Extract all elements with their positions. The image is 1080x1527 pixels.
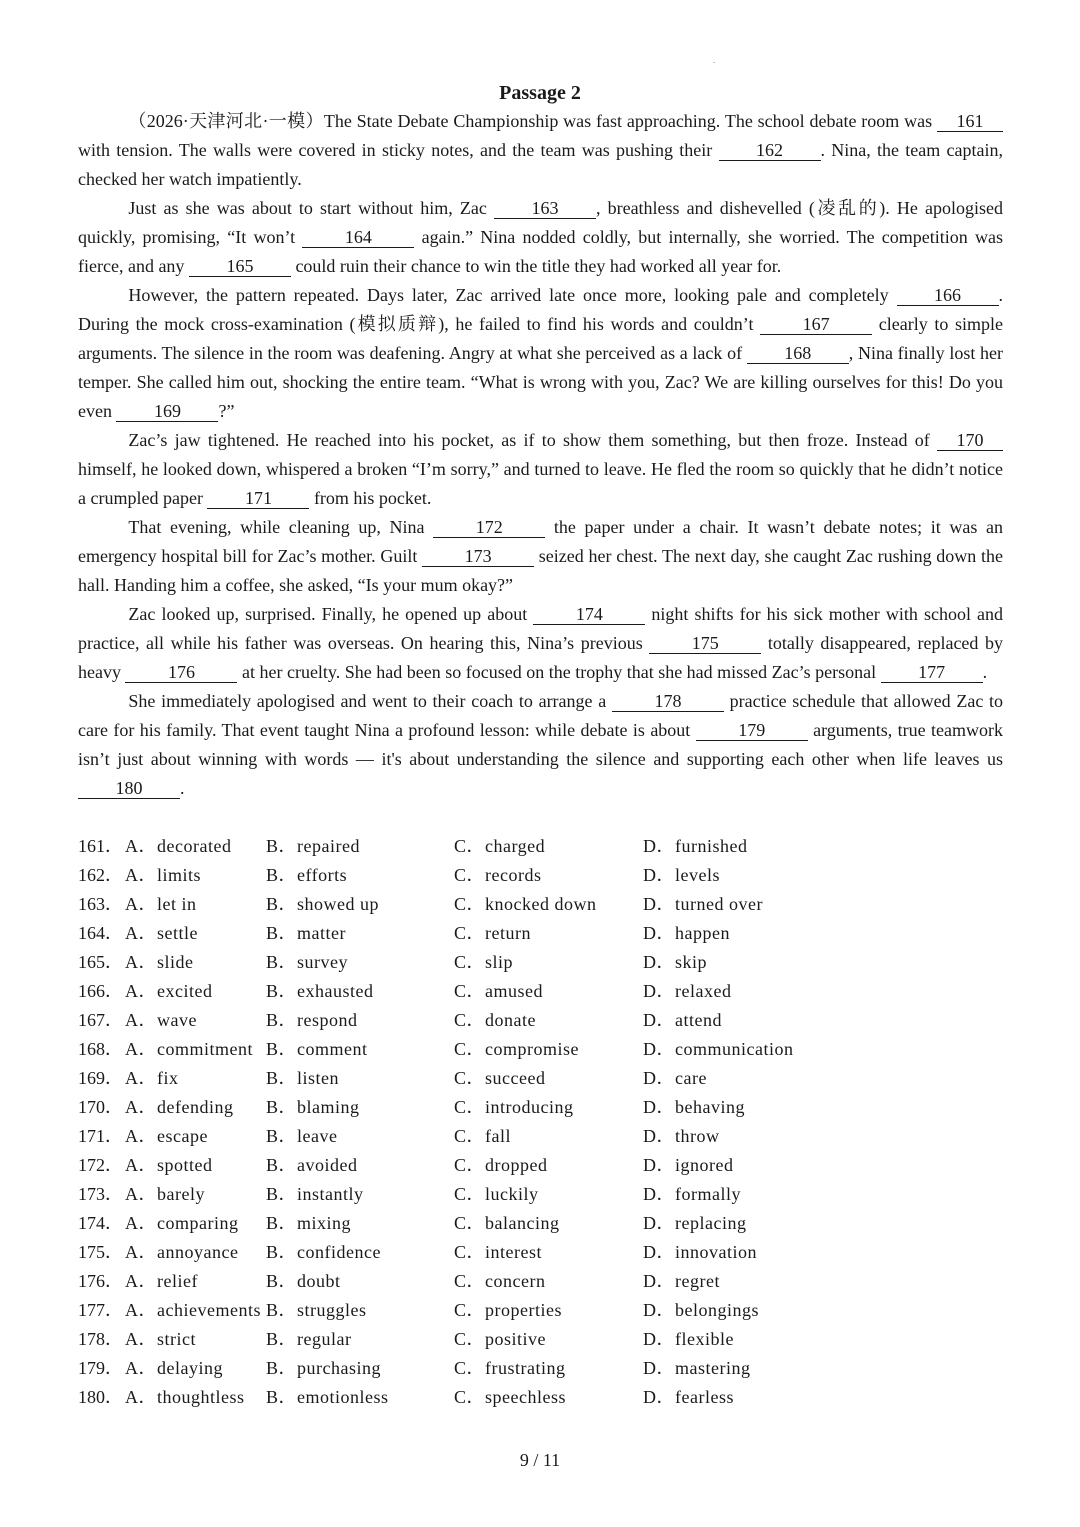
option-c: C．knocked down bbox=[454, 894, 597, 914]
question-number: 172． bbox=[78, 1155, 123, 1175]
option-row-180 bbox=[78, 1383, 1003, 1412]
option-d: D．regret bbox=[643, 1271, 720, 1291]
blank-162: 162 bbox=[719, 140, 821, 161]
blank-180: 180 bbox=[78, 778, 180, 799]
option-c: C．return bbox=[454, 923, 531, 943]
option-b: B．purchasing bbox=[266, 1358, 381, 1378]
option-row-171 bbox=[78, 1122, 1003, 1151]
text-run: arguments, true teamwork isn’t just about winning with words — it's about understanding the silence and supporting each other when life leaves us bbox=[78, 720, 1003, 769]
option-d: D．behaving bbox=[643, 1097, 745, 1117]
option-c: C．charged bbox=[454, 836, 546, 856]
header-mark: . bbox=[713, 56, 715, 65]
text-run: Zac’s jaw tightened. He reached into his pocket, as if to show them something, but then froze. Instead of bbox=[128, 430, 937, 450]
text-run: , breathless and dishevelled (凌乱的). He apologised quickly, promising, “It won’t bbox=[78, 198, 1003, 247]
passage-title: Passage 2 bbox=[499, 82, 581, 104]
option-row-177 bbox=[78, 1296, 1003, 1325]
blank-168: 168 bbox=[747, 343, 849, 364]
option-row-162 bbox=[78, 861, 1003, 890]
option-d: D．fearless bbox=[643, 1387, 734, 1407]
option-c: C．luckily bbox=[454, 1184, 539, 1204]
option-row-175 bbox=[78, 1238, 1003, 1267]
option-d: D．levels bbox=[643, 865, 720, 885]
blank-164: 164 bbox=[302, 227, 414, 248]
blank-169: 169 bbox=[116, 401, 218, 422]
option-b: B．repaired bbox=[266, 836, 360, 856]
blank-175: 175 bbox=[649, 633, 761, 654]
option-a: A．settle bbox=[125, 923, 198, 943]
option-d: D．happen bbox=[643, 923, 730, 943]
question-number: 173． bbox=[78, 1184, 123, 1204]
option-c: C．succeed bbox=[454, 1068, 546, 1088]
option-a: A．strict bbox=[125, 1329, 196, 1349]
option-c: C．introducing bbox=[454, 1097, 574, 1117]
option-row-161 bbox=[78, 832, 1003, 861]
paragraph-3 bbox=[78, 281, 1003, 426]
option-c: C．positive bbox=[454, 1329, 547, 1349]
question-number: 161． bbox=[78, 836, 123, 856]
option-a: A．fix bbox=[125, 1068, 179, 1088]
question-number: 167． bbox=[78, 1010, 123, 1030]
question-number: 178． bbox=[78, 1329, 123, 1349]
option-b: B．respond bbox=[266, 1010, 358, 1030]
option-c: C．fall bbox=[454, 1126, 511, 1146]
option-b: B．comment bbox=[266, 1039, 368, 1059]
passage-body bbox=[78, 107, 1003, 803]
blank-166: 166 bbox=[897, 285, 999, 306]
blank-170: 170 bbox=[937, 430, 1003, 451]
blank-163: 163 bbox=[494, 198, 596, 219]
text-run: However, the pattern repeated. Days later, Zac arrived late once more, looking pale and completely bbox=[128, 285, 897, 305]
option-d: D．communication bbox=[643, 1039, 794, 1059]
option-a: A．achievements bbox=[125, 1300, 261, 1320]
option-d: D．throw bbox=[643, 1126, 720, 1146]
paragraph-4 bbox=[78, 426, 1003, 513]
option-c: C．amused bbox=[454, 981, 543, 1001]
text-run: Zac looked up, surprised. Finally, he opened up about bbox=[128, 604, 534, 624]
option-row-163 bbox=[78, 890, 1003, 919]
question-number: 162． bbox=[78, 865, 123, 885]
blank-173: 173 bbox=[422, 546, 534, 567]
option-b: B．showed up bbox=[266, 894, 379, 914]
option-row-164 bbox=[78, 919, 1003, 948]
text-run: totally disappeared, replaced by heavy bbox=[78, 633, 1003, 682]
question-number: 175． bbox=[78, 1242, 123, 1262]
option-row-165 bbox=[78, 948, 1003, 977]
option-row-176 bbox=[78, 1267, 1003, 1296]
option-b: B．mixing bbox=[266, 1213, 352, 1233]
text-run: night shifts for his sick mother with school and practice, all while his father was overseas. On hearing this, Nina’s previous bbox=[78, 604, 1004, 653]
option-a: A．thoughtless bbox=[125, 1387, 245, 1407]
option-a: A．commitment bbox=[125, 1039, 253, 1059]
option-a: A．let in bbox=[125, 894, 197, 914]
option-c: C．speechless bbox=[454, 1387, 566, 1407]
option-d: D．formally bbox=[643, 1184, 741, 1204]
option-b: B．matter bbox=[266, 923, 346, 943]
option-b: B．confidence bbox=[266, 1242, 381, 1262]
text-run: ?” bbox=[218, 401, 235, 421]
blank-172: 172 bbox=[433, 517, 545, 538]
option-c: C．properties bbox=[454, 1300, 562, 1320]
text-run: could ruin their chance to win the title they had worked all year for. bbox=[290, 256, 782, 276]
answer-options bbox=[78, 832, 1003, 1412]
option-row-166 bbox=[78, 977, 1003, 1006]
option-b: B．avoided bbox=[266, 1155, 358, 1175]
option-a: A．barely bbox=[125, 1184, 205, 1204]
blank-177: 177 bbox=[881, 662, 983, 683]
option-a: A．delaying bbox=[125, 1358, 223, 1378]
question-number: 168． bbox=[78, 1039, 123, 1059]
option-b: B．exhausted bbox=[266, 981, 374, 1001]
text-run: . bbox=[982, 662, 988, 682]
option-c: C．balancing bbox=[454, 1213, 560, 1233]
text-run: . bbox=[180, 778, 185, 798]
option-a: A．slide bbox=[125, 952, 194, 972]
text-run: again.” Nina nodded coldly, but internally, she worried. The competition was fierce, and any bbox=[78, 227, 1004, 276]
option-a: A．escape bbox=[125, 1126, 208, 1146]
question-number: 177． bbox=[78, 1300, 123, 1320]
question-number: 163． bbox=[78, 894, 123, 914]
question-number: 171． bbox=[78, 1126, 123, 1146]
question-number: 180． bbox=[78, 1387, 123, 1407]
option-b: B．listen bbox=[266, 1068, 340, 1088]
option-d: D．furnished bbox=[643, 836, 748, 856]
option-b: B．doubt bbox=[266, 1271, 341, 1291]
option-d: D．innovation bbox=[643, 1242, 757, 1262]
page-number: 9 / 11 bbox=[519, 1450, 561, 1470]
option-row-172 bbox=[78, 1151, 1003, 1180]
option-b: B．leave bbox=[266, 1126, 338, 1146]
paragraph-6 bbox=[78, 600, 1003, 687]
blank-176: 176 bbox=[125, 662, 237, 683]
question-number: 164． bbox=[78, 923, 123, 943]
option-d: D．skip bbox=[643, 952, 708, 972]
option-b: B．blaming bbox=[266, 1097, 360, 1117]
text-run: , Nina finally lost her temper. She called him out, shocking the entire team. “What is wrong with you, Zac? We are killing ourselves for this! Do you even bbox=[78, 343, 1003, 421]
option-d: D．flexible bbox=[643, 1329, 734, 1349]
paragraph-7 bbox=[78, 687, 1003, 803]
text-run: the paper under a chair. It wasn’t debate notes; it was an emergency hospital bill for Zac’s mother. Guilt bbox=[78, 517, 1003, 566]
option-a: A．relief bbox=[125, 1271, 198, 1291]
option-row-169 bbox=[78, 1064, 1003, 1093]
blank-161: 161 bbox=[937, 111, 1003, 132]
text-run: She immediately apologised and went to their coach to arrange a bbox=[128, 691, 612, 711]
text-run: seized her chest. The next day, she caught Zac rushing down the hall. Handing him a coffee, she asked, “Is your mum okay?” bbox=[78, 546, 1003, 595]
option-row-168 bbox=[78, 1035, 1003, 1064]
option-a: A．excited bbox=[125, 981, 213, 1001]
text-run: . Nina, the team captain, checked her watch impatiently. bbox=[78, 140, 1003, 189]
option-b: B．emotionless bbox=[266, 1387, 389, 1407]
option-b: B．regular bbox=[266, 1329, 352, 1349]
option-c: C．concern bbox=[454, 1271, 546, 1291]
option-d: D．attend bbox=[643, 1010, 722, 1030]
blank-178: 178 bbox=[612, 691, 724, 712]
question-number: 165． bbox=[78, 952, 123, 972]
option-a: A．spotted bbox=[125, 1155, 213, 1175]
option-c: C．interest bbox=[454, 1242, 542, 1262]
text-run: at her cruelty. She had been so focused on the trophy that she had missed Zac’s personal bbox=[237, 662, 881, 682]
paragraph-5 bbox=[78, 513, 1003, 600]
blank-167: 167 bbox=[760, 314, 872, 335]
option-a: A．defending bbox=[125, 1097, 234, 1117]
option-row-167 bbox=[78, 1006, 1003, 1035]
paragraph-2 bbox=[78, 194, 1003, 281]
option-c: C．records bbox=[454, 865, 542, 885]
option-a: A．wave bbox=[125, 1010, 197, 1030]
option-row-178 bbox=[78, 1325, 1003, 1354]
question-number: 170． bbox=[78, 1097, 123, 1117]
option-b: B．struggles bbox=[266, 1300, 367, 1320]
option-a: A．annoyance bbox=[125, 1242, 239, 1262]
text-run: from his pocket. bbox=[309, 488, 432, 508]
option-d: D．replacing bbox=[643, 1213, 747, 1233]
option-d: D．turned over bbox=[643, 894, 763, 914]
option-row-173 bbox=[78, 1180, 1003, 1209]
option-c: C．dropped bbox=[454, 1155, 548, 1175]
option-d: D．ignored bbox=[643, 1155, 734, 1175]
question-number: 166． bbox=[78, 981, 123, 1001]
text-run: with tension. The walls were covered in sticky notes, and the team was pushing their bbox=[78, 140, 719, 160]
paragraph-1 bbox=[78, 107, 1003, 194]
option-row-174 bbox=[78, 1209, 1003, 1238]
text-run: Just as she was about to start without him, Zac bbox=[128, 198, 494, 218]
question-number: 179． bbox=[78, 1358, 123, 1378]
option-a: A．limits bbox=[125, 865, 202, 885]
blank-165: 165 bbox=[189, 256, 291, 277]
text-run: That evening, while cleaning up, Nina bbox=[128, 517, 434, 537]
option-a: A．decorated bbox=[125, 836, 232, 856]
text-run: （2026·天津河北·一模）The State Debate Championship was fast approaching. The school debate room was bbox=[128, 111, 937, 131]
blank-179: 179 bbox=[696, 720, 808, 741]
text-run: practice schedule that allowed Zac to care for his family. That event taught Nina a profound lesson: while debate is about bbox=[78, 691, 1004, 740]
question-number: 169． bbox=[78, 1068, 123, 1088]
text-run: . During the mock cross-examination (模拟质辩), he failed to find his words and couldn’t bbox=[78, 285, 1003, 334]
option-c: C．compromise bbox=[454, 1039, 579, 1059]
option-row-179 bbox=[78, 1354, 1003, 1383]
blank-171: 171 bbox=[207, 488, 309, 509]
option-b: B．instantly bbox=[266, 1184, 364, 1204]
option-b: B．efforts bbox=[266, 865, 348, 885]
option-c: C．frustrating bbox=[454, 1358, 566, 1378]
option-c: C．slip bbox=[454, 952, 514, 972]
option-row-170 bbox=[78, 1093, 1003, 1122]
option-d: D．care bbox=[643, 1068, 707, 1088]
question-number: 176． bbox=[78, 1271, 123, 1291]
question-number: 174． bbox=[78, 1213, 123, 1233]
option-d: D．belongings bbox=[643, 1300, 759, 1320]
text-run: clearly to simple arguments. The silence in the room was deafening. Angry at what she perceived as a lack of bbox=[78, 314, 1003, 363]
option-d: D．relaxed bbox=[643, 981, 732, 1001]
option-c: C．donate bbox=[454, 1010, 536, 1030]
option-d: D．mastering bbox=[643, 1358, 751, 1378]
blank-174: 174 bbox=[533, 604, 645, 625]
text-run: himself, he looked down, whispered a broken “I’m sorry,” and turned to leave. He fled the room so quickly that he didn’t notice a crumpled paper bbox=[78, 459, 1003, 508]
option-b: B．survey bbox=[266, 952, 348, 972]
option-a: A．comparing bbox=[125, 1213, 239, 1233]
